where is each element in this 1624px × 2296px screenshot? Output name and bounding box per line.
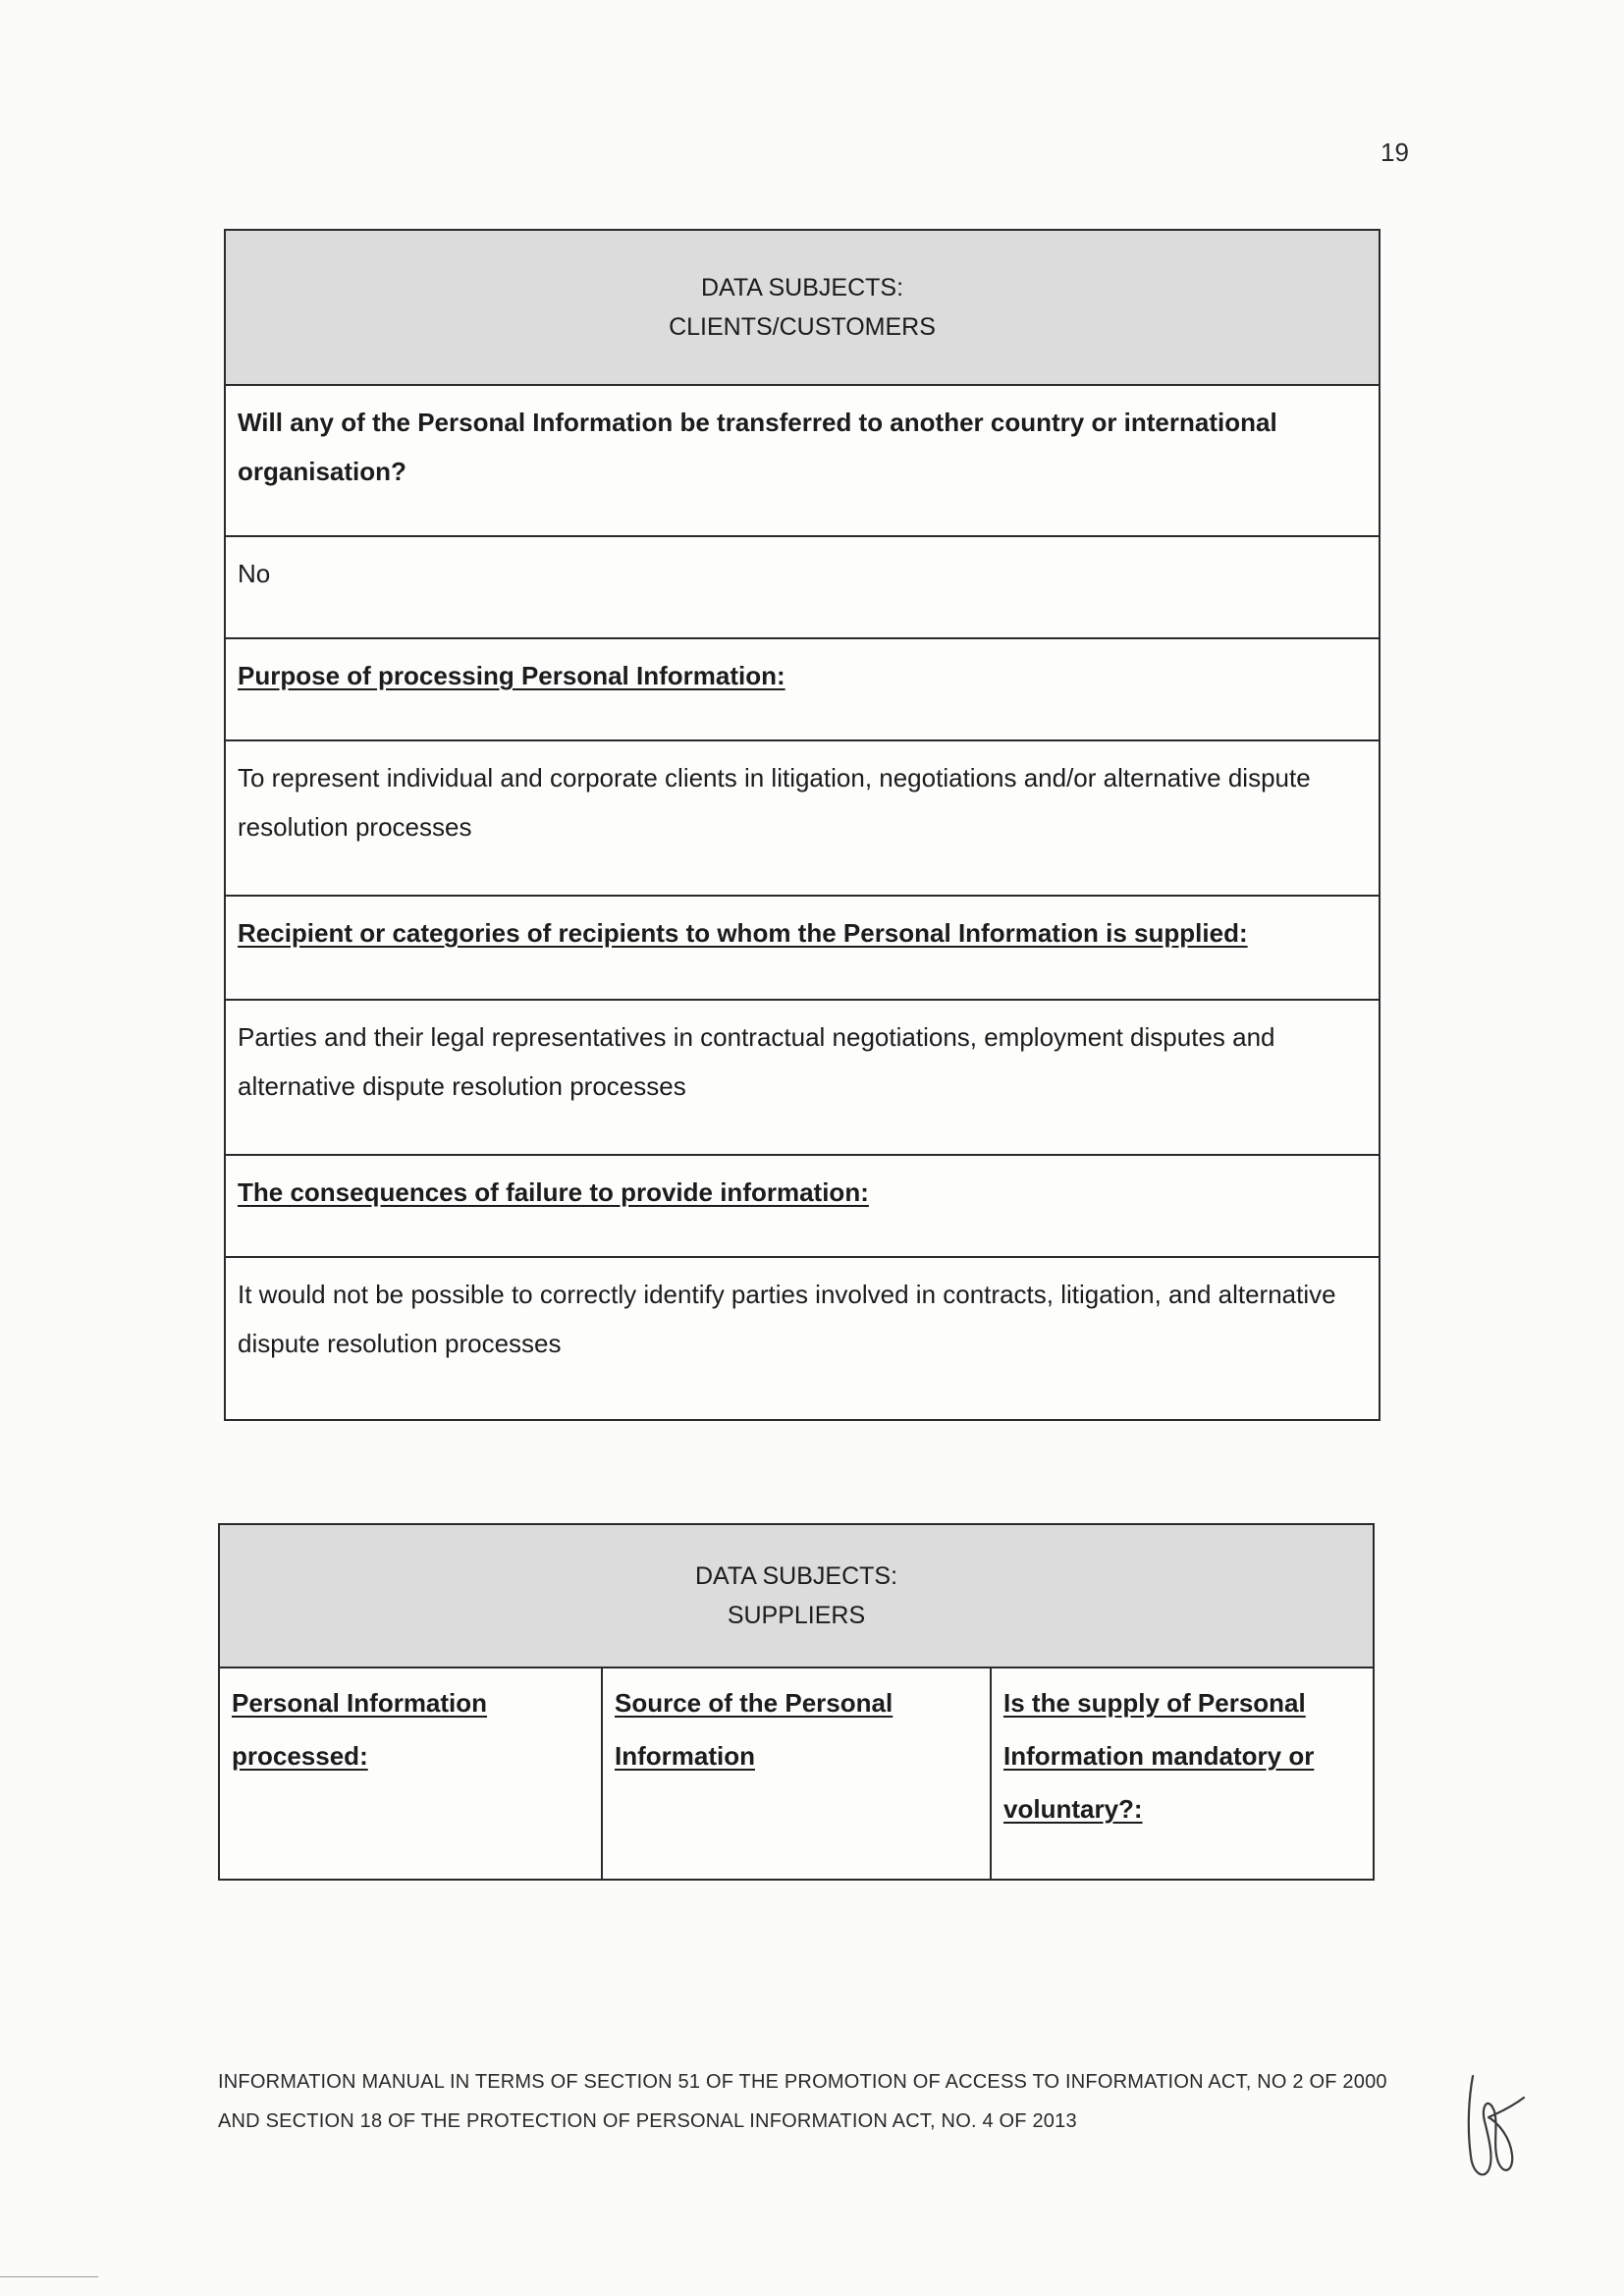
scan-edge-mark [0, 2276, 98, 2277]
recipients-heading-row [226, 897, 1379, 1001]
suppliers-column-3 [992, 1668, 1373, 1879]
consequences-heading: The consequences of failure to provide information: [238, 1177, 869, 1207]
purpose-text-row [226, 741, 1379, 897]
recipients-text: Parties and their legal representatives in contractual negotiations, employment disputes and alternative dispute resolution processes [238, 1022, 1275, 1101]
column-supply-mandatory-or-voluntary: Is the supply of Personal Information mandatory or voluntary?: [1003, 1688, 1315, 1824]
suppliers-header-line2: SUPPLIERS [727, 1602, 866, 1629]
transfer-question: Will any of the Personal Information be transferred to another country or international organisation? [238, 408, 1277, 486]
suppliers-table [218, 1523, 1375, 1881]
suppliers-column-1 [220, 1668, 603, 1879]
transfer-question-row [226, 386, 1379, 537]
suppliers-columns [220, 1668, 1373, 1879]
suppliers-column-2 [603, 1668, 992, 1879]
clients-header-line1: DATA SUBJECTS: [700, 274, 904, 301]
column-source-of-personal-information: Source of the Personal Information [615, 1688, 893, 1771]
suppliers-header-line1: DATA SUBJECTS: [694, 1562, 898, 1590]
consequences-text: It would not be possible to correctly identify parties involved in contracts, litigation, and alternative dispute resolution processes [238, 1280, 1336, 1358]
suppliers-table-header [220, 1525, 1373, 1668]
recipients-heading: Recipient or categories of recipients to whom the Personal Information is supplied: [238, 918, 1248, 948]
clients-header-line2: CLIENTS/CUSTOMERS [669, 313, 936, 341]
consequences-text-row [226, 1258, 1379, 1417]
transfer-answer: No [238, 559, 271, 588]
purpose-heading: Purpose of processing Personal Information: [238, 661, 785, 690]
purpose-heading-row [226, 639, 1379, 741]
transfer-answer-row [226, 537, 1379, 639]
footer-line-2: AND SECTION 18 OF THE PROTECTION OF PERSONAL INFORMATION ACT, NO. 4 OF 2013 [218, 2110, 1077, 2132]
recipients-text-row [226, 1001, 1379, 1156]
clients-customers-table [224, 229, 1380, 1421]
consequences-heading-row [226, 1156, 1379, 1258]
signature-icon [1459, 2068, 1528, 2186]
purpose-text: To represent individual and corporate clients in litigation, negotiations and/or alternative dispute resolution processes [238, 763, 1311, 842]
footer-line-1: INFORMATION MANUAL IN TERMS OF SECTION 51 OF THE PROMOTION OF ACCESS TO INFORMATION ACT, NO 2 OF 2000 [218, 2071, 1387, 2093]
footer [218, 2062, 1416, 2141]
column-personal-information-processed: Personal Information processed: [232, 1688, 488, 1771]
page-number: 19 [1380, 137, 1409, 167]
clients-table-header [226, 231, 1379, 386]
